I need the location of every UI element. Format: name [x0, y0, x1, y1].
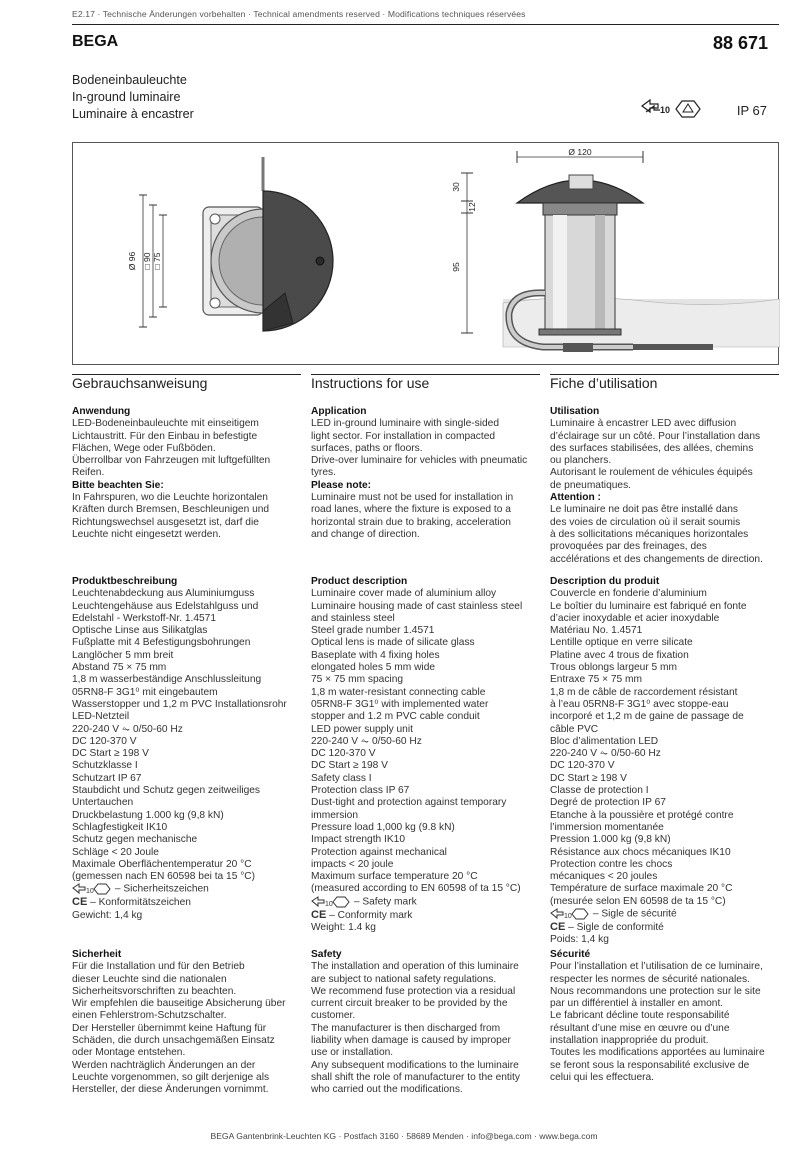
- column-german: [72, 374, 302, 1096]
- ik-impact-value: 10: [660, 105, 671, 115]
- brand-logo: BEGA: [72, 33, 119, 50]
- conformity-mark-line: [311, 909, 541, 922]
- section-text: Pour l’installation et l’utilisation de ce luminaire, respecter les normes de sécurité nationales. Nous recommandons une protection sur le site par un différentiel à installer en amont. Le fabricant décline toute responsabilité résultant d’une mise en œuvre ou d’une installation inappropriée du produit. Toutes les modifications apportées au luminaire se feront sous la responsabilité exclusive de celui qui les effectuera.: [550, 961, 765, 1083]
- section-heading: Application: [311, 406, 367, 417]
- note-text: Le luminaire ne doit pas être installé dans des voies de circulation où il serait soumis à des sollicitations mécaniques horizontales provoquées par des freinages, des accélérations et des changements de direction.: [550, 504, 763, 565]
- section-application: [311, 406, 541, 541]
- side-view-drawing: [451, 147, 780, 352]
- conformity-mark-label: – Konformitätszeichen: [90, 897, 191, 909]
- section-text: Leuchtenabdeckung aus Aluminiumguss Leuchtengehäuse aus Edelstahlguss und Edelstahl - Werkstoff-Nr. 1.4571 Optische Linse aus Silikatglas Fußplatte mit 4 Befestigungsbohrungen Langlöcher 5 mm breit Abstand 75 × 75 mm 1,8 m wasserbeständige Anschlussleitung 05RN8-F 3G1⁰ mit eingebautem Wasserstopper und 1,2 m PVC Installationsrohr LED-Netzteil 220-240 V ⏦ 0/50-60 Hz DC 120-370 V DC Start ≥ 198 V Schutzklasse I Schutzart IP 67 Staubdicht und Schutz gegen zeitweiliges Untertauchen Druckbelastung 1.000 kg (9,8 kN) Schlagfestigkeit IK10 Schutz gegen mechanische Schläge < 20 Joule Maximale Oberflächentemperatur 20 °C (gemessen nach EN 60598 bei ta 15 °C): [72, 588, 287, 883]
- article-number: 88 671: [712, 33, 768, 53]
- section-text: The installation and operation of this luminaire are subject to national safety regulations. We recommend fuse protection via a residual current circuit breaker to be provided by the customer. The manufacturer is then discharged from liability when damage is caused by improper use or installation. Any subsequent modifications to the luminaire shall shift the role of manufacturer to the entity who carried out the modifications.: [311, 961, 520, 1096]
- section-heading: Sicherheit: [72, 949, 122, 960]
- conformity-mark-label: – Conformity mark: [329, 909, 413, 921]
- title-fr: Luminaire à encastrer: [72, 107, 194, 121]
- section-text: Für die Installation und für den Betrieb dieser Leuchte sind die nationalen Sicherheitsvorschriften zu beachten. Wir empfehlen die bauseitige Absicherung über einen Fehlerstrom-Schutzschalter. Der Hersteller übernimmt keine Haftung für Schäden, die durch unsachgemäßen Einsatz oder Montage entstehen. Werden nachträglich Änderungen an der Leuchte vorgenommen, so gilt derjenige als Hersteller, der diese Änderungen vornimmt.: [72, 961, 286, 1096]
- section-application: [550, 406, 780, 566]
- svg-text:10: 10: [325, 900, 333, 908]
- dim-height-95: 95: [451, 262, 461, 272]
- ce-mark-icon: CE: [311, 908, 327, 921]
- safety-mark-label: – Safety mark: [353, 896, 417, 908]
- top-view-drawing: [127, 157, 333, 331]
- certification-marks: [640, 98, 702, 125]
- section-application: [72, 406, 302, 541]
- section-text: Luminaire à encastrer LED avec diffusion d’éclairage sur un côté. Pour l’installation dans des surfaces stabilisées, des allées, chemins ou planchers. Autorisant le roulement de véhicules équipés de pneumatiques.: [550, 418, 761, 491]
- safety-mark-line: [72, 883, 302, 896]
- dim-height-12: 12: [467, 202, 477, 212]
- section-text: Couvercle en fonderie d’aluminium Le boîtier du luminaire est fabriqué en fonte d’acier inoxydable et acier inoxydable Matériau No. 1.4571 Lentille optique en verre silicate Platine avec 4 trous de fixation Trous oblongs largeur 5 mm Entraxe 75 × 75 mm 1,8 m de câble de raccordement résistant à l’eau 05RN8-F 3G1⁰ avec stoppe-eau incorporé et 1,2 m de gaine de passage de câble PVC Bloc d’alimentation LED 220-240 V ⏦ 0/50-60 Hz DC 120-370 V DC Start ≥ 198 V Classe de protection I Degré de protection IP 67 Etanche à la poussière et protégé contre l’immersion momentanée Pression 1.000 kg (9,8 kN) Résistance aux chocs mécaniques IK10 Protection contre les chocs mécaniques < 20 joules Température de surface maximale 20 °C (mesurée selon EN 60598 de ta 15 °C): [550, 588, 747, 907]
- column-title: Gebrauchsanweisung: [72, 375, 208, 391]
- column-english: [311, 374, 541, 1096]
- section-heading: Description du produit: [550, 576, 660, 587]
- column-title: Instructions for use: [311, 375, 430, 391]
- ce-mark-icon: CE: [550, 921, 566, 933]
- note-heading: Please note:: [311, 479, 372, 491]
- section-product-description: [311, 576, 541, 934]
- section-safety: [72, 949, 302, 1097]
- weight-value: Weight: 1.4 kg: [311, 922, 376, 933]
- title-de: Bodeneinbauleuchte: [72, 73, 187, 87]
- section-text: LED-Bodeneinbauleuchte mit einseitigem Lichtaustritt. Für den Einbau in befestigte Flächen, Wege oder Fußböden. Überrollbar von Fahrzeugen mit luftgefüllten Reifen.: [72, 418, 271, 479]
- section-text: LED in-ground luminaire with single-sided light sector. For installation in compacted surfaces, paths or floors. Drive-over luminaire for vehicles with pneumatic tyres.: [311, 418, 528, 479]
- safety-mark-label: – Sigle de sécurité: [592, 908, 677, 920]
- conformity-mark-line: [72, 896, 302, 909]
- dim-diameter-120: Ø 120: [568, 147, 592, 157]
- conformity-mark-line: [550, 921, 780, 934]
- section-heading: Produktbeschreibung: [72, 576, 178, 587]
- note-heading: Bitte beachten Sie:: [72, 479, 164, 491]
- section-heading: Product description: [311, 576, 408, 587]
- section-heading: Sécurité: [550, 949, 591, 960]
- safety-mark-line: [311, 896, 541, 909]
- weight-value: Gewicht: 1,4 kg: [72, 909, 143, 921]
- ik-impact-icon: [642, 100, 670, 115]
- dim-diameter-96: Ø 96: [127, 251, 137, 271]
- section-heading: Utilisation: [550, 406, 600, 417]
- revision-note: E2.17 · Technische Änderungen vorbehalten · Technical amendments reserved · Modifications techniques réservées: [72, 9, 526, 19]
- safety-mark-icon: [676, 101, 700, 117]
- section-text: Luminaire cover made of aluminium alloy Luminaire housing made of cast stainless steel and stainless steel Steel grade number 1.4571 Optical lens is made of silicate glass Baseplate with 4 fixing holes elongated holes 5 mm wide 75 × 75 mm spacing 1,8 m water-resistant connecting cable 05RN8-F 3G1⁰ with implemented water stopper and 1.2 m PVC cable conduit LED power supply unit 220-240 V ⏦ 0/50-60 Hz DC 120-370 V DC Start ≥ 198 V Safety class I Protection class IP 67 Dust-tight and protection against temporary immersion Pressure load 1,000 kg (9.8 kN) Impact strength IK10 Protection against mechanical impacts < 20 joule Maximum surface temperature 20 °C (measured according to EN 60598 of ta 15 °C): [311, 588, 523, 895]
- section-safety: [311, 949, 541, 1097]
- safety-mark-line: [550, 908, 780, 921]
- safety-mark-label: – Sicherheitszeichen: [114, 884, 209, 896]
- safety-mark-icon: [311, 896, 351, 908]
- column-title: Fiche d’utilisation: [550, 375, 658, 391]
- header-rule: [72, 24, 779, 25]
- section-safety: [550, 949, 780, 1084]
- section-heading: Anwendung: [72, 406, 131, 417]
- note-heading: Attention :: [550, 492, 601, 504]
- footer-address: BEGA Gantenbrink-Leuchten KG · Postfach 3160 · 58689 Menden · info@bega.com · www.bega.com: [210, 1131, 598, 1141]
- technical-drawing: [72, 142, 779, 365]
- conformity-mark-label: – Sigle de conformité: [568, 922, 664, 933]
- section-product-description: [550, 576, 780, 947]
- column-french: [550, 374, 780, 1083]
- dim-square-90: □ 90: [142, 252, 152, 270]
- section-product-description: [72, 576, 302, 922]
- dim-square-75: □ 75: [152, 252, 162, 270]
- section-heading: Safety: [311, 949, 342, 960]
- ce-mark-icon: CE: [72, 896, 88, 909]
- title-en: In-ground luminaire: [72, 90, 181, 104]
- note-text: Luminaire must not be used for installation in road lanes, where the fixture is exposed to a horizontal strain due to braking, acceleration and change of direction.: [311, 492, 514, 540]
- svg-text:10: 10: [86, 888, 94, 896]
- safety-mark-icon: [72, 883, 112, 895]
- product-titles: [72, 72, 194, 123]
- note-text: In Fahrspuren, wo die Leuchte horizontalen Kräften durch Bremsen, Beschleunigen und Richtungswechsel ausgesetzt ist, darf die Leuchte nicht eingesetzt werden.: [72, 492, 270, 540]
- weight-value: Poids: 1,4 kg: [550, 934, 609, 946]
- dim-height-30: 30: [451, 182, 461, 192]
- safety-mark-icon: [550, 908, 590, 920]
- svg-text:10: 10: [564, 913, 572, 921]
- ip-rating: IP 67: [736, 103, 767, 118]
